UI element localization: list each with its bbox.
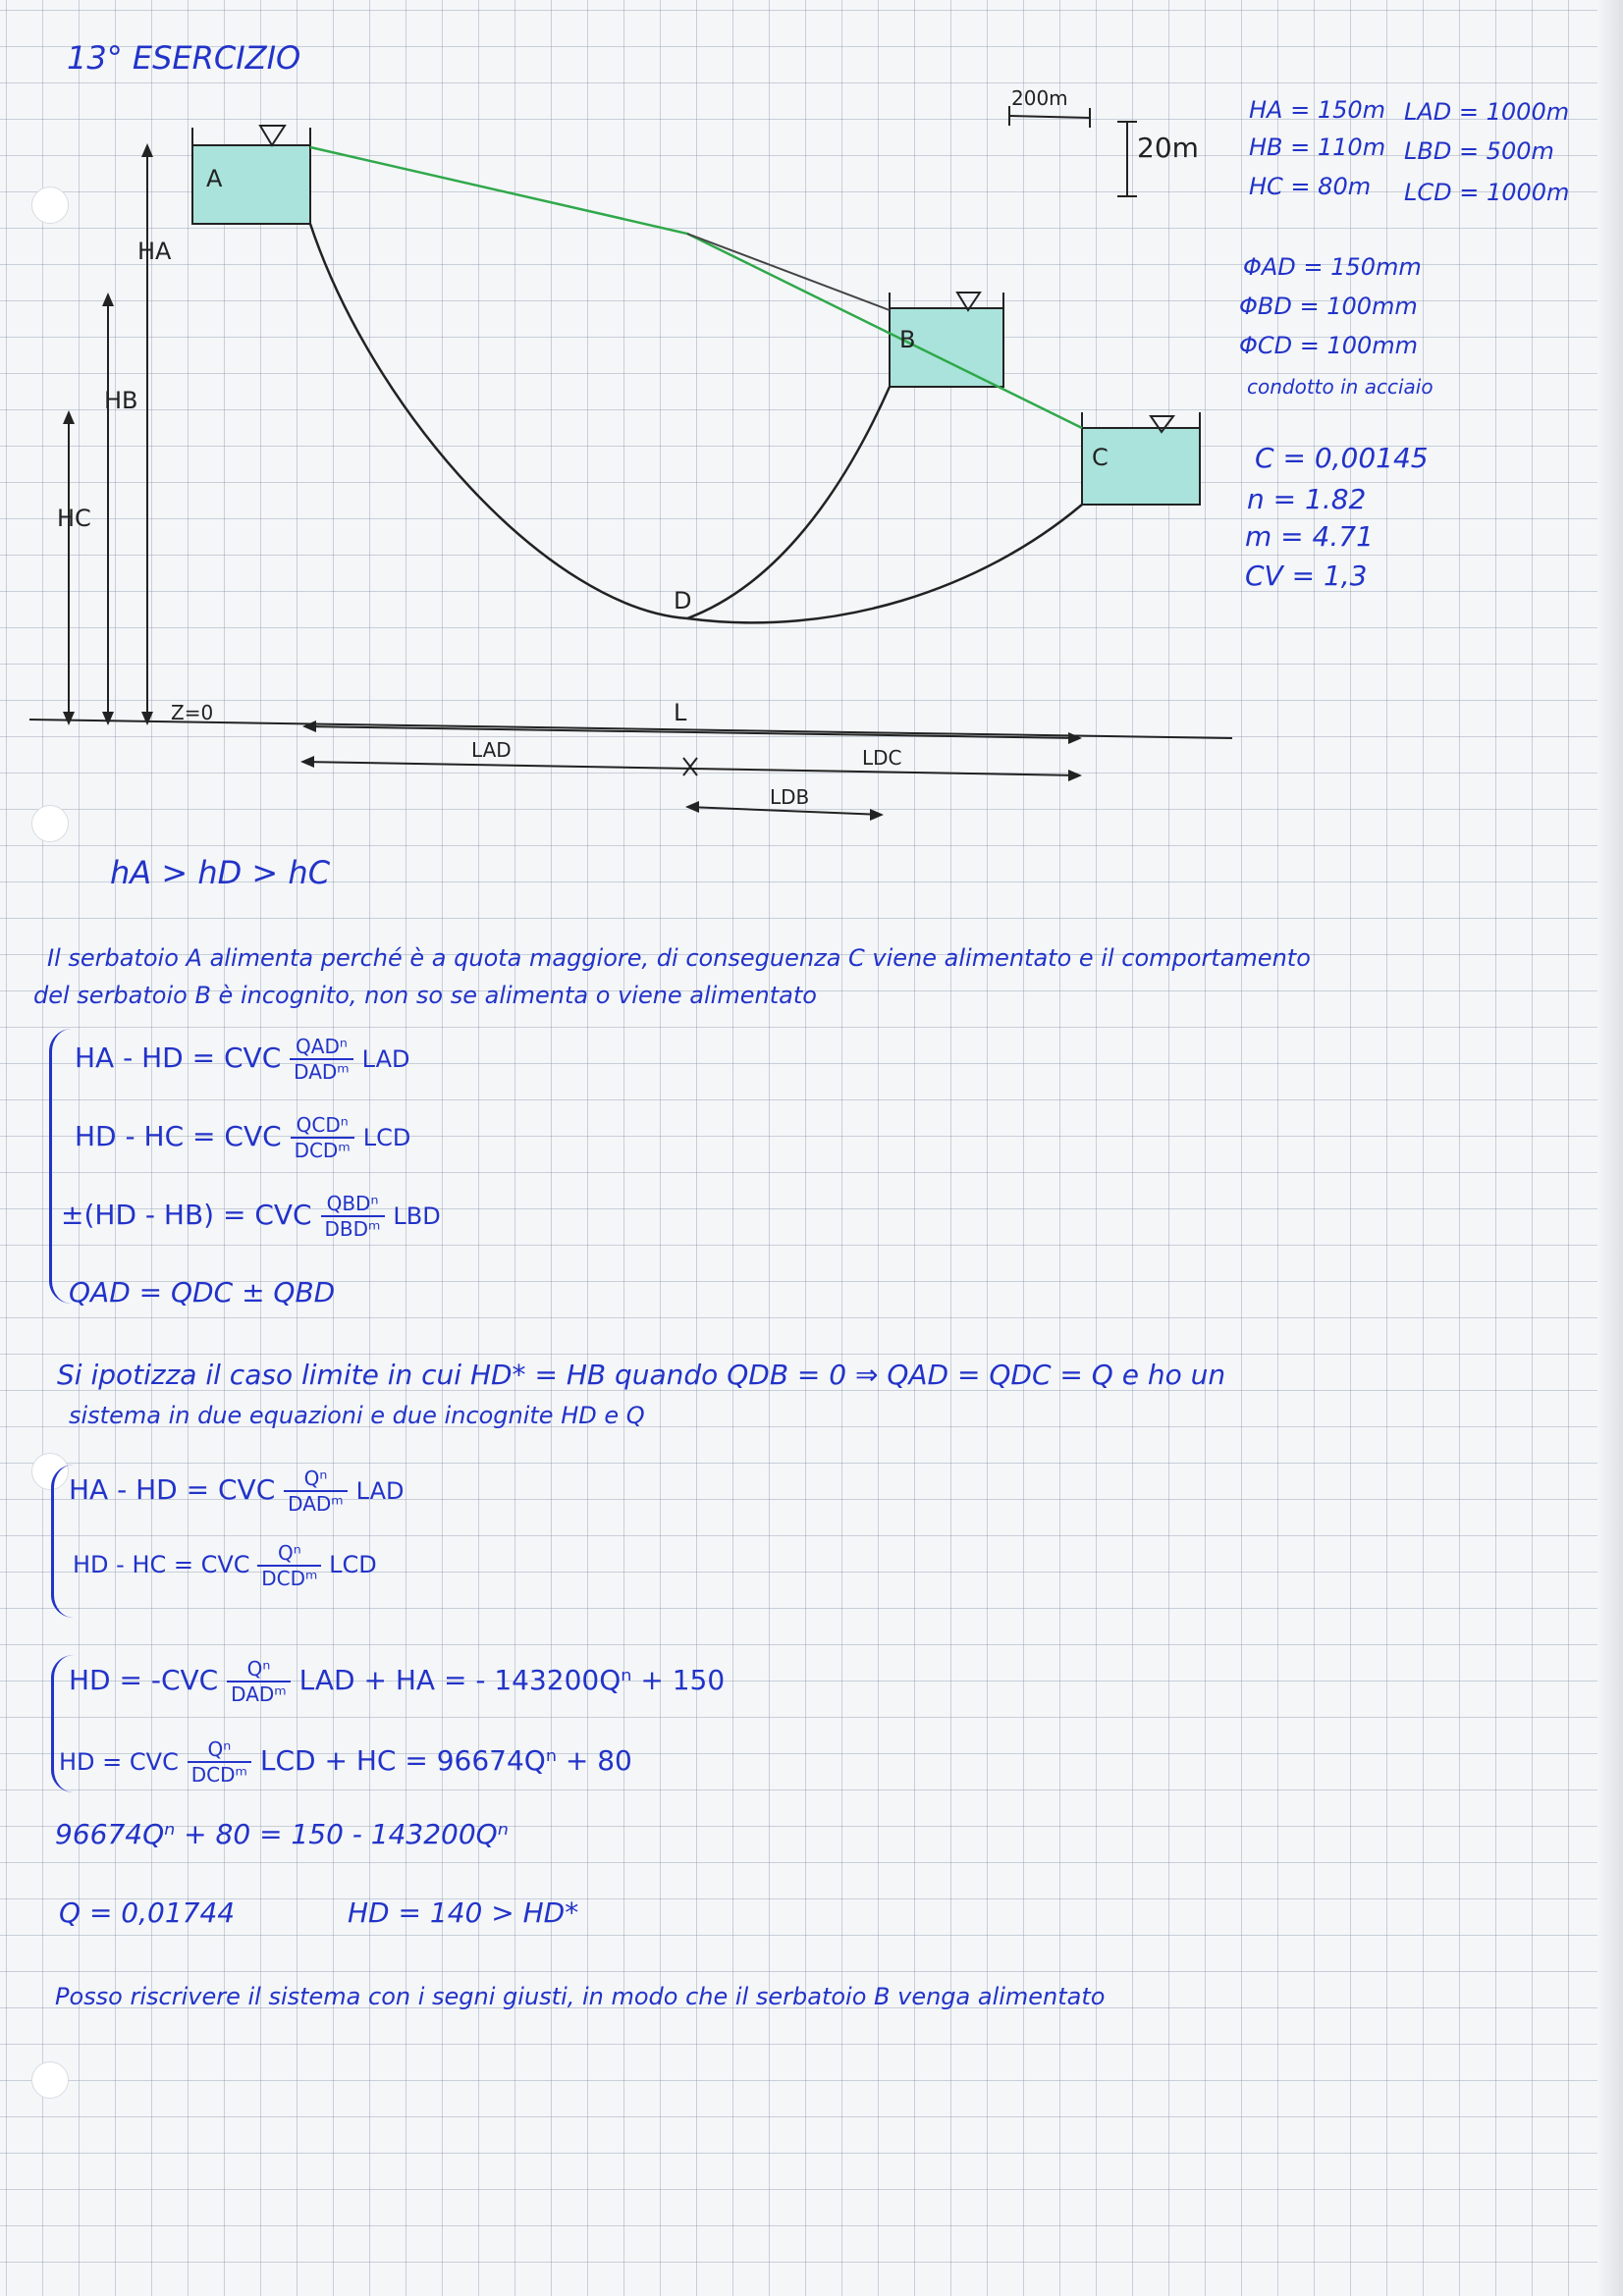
pipe-bd bbox=[687, 387, 890, 618]
final-line: Posso riscrivere il sistema con i segni giusti, in modo che il serbatoio B venga alimentato bbox=[55, 1983, 1106, 2010]
system-1-eq-1: HA - HD = CVC $\frac{\text{QADⁿ}}{\text{DADᵐ}}$ LAD bbox=[75, 1035, 410, 1084]
paragraph-2-line-1: Si ipotizza il caso limite in cui HD* = HB quando QDB = 0 ⇒ QAD = QDC = Q e ho un bbox=[57, 1359, 1226, 1391]
data-phi-ad: ΦAD = 150mm bbox=[1243, 253, 1422, 281]
system-1-eq-3: ±(HD - HB) = CVC $\frac{\text{QBDⁿ}}{\text{DBDᵐ}}$ LBD bbox=[61, 1192, 441, 1241]
system-2-eq-2: HD - HC = CVC $\frac{\text{Qⁿ}}{\text{DCDᵐ}}$ LCD bbox=[73, 1541, 377, 1590]
system-3-eq-1: HD = -CVC $\frac{\text{Qⁿ}}{\text{DADᵐ}}$ LAD + HA = - 143200Qⁿ + 150 bbox=[69, 1657, 726, 1706]
data-phi-bd: ΦBD = 100mm bbox=[1239, 293, 1418, 320]
ldb-label: LDB bbox=[770, 785, 810, 809]
system-1-brace bbox=[49, 1029, 72, 1304]
scale-h-label: 200m bbox=[1011, 86, 1068, 110]
ha-label: HA bbox=[137, 238, 172, 265]
page-title: 13° ESERCIZIO bbox=[67, 39, 301, 77]
data-n: n = 1.82 bbox=[1247, 483, 1367, 515]
water-level-icon bbox=[260, 126, 285, 145]
result-hd: HD = 140 > HD* bbox=[348, 1896, 579, 1929]
scale-horizontal bbox=[1009, 116, 1090, 118]
ldc-label: LDC bbox=[862, 746, 902, 770]
system-2-eq-1: HA - HD = CVC $\frac{\text{Qⁿ}}{\text{DADᵐ}}$ LAD bbox=[69, 1467, 405, 1516]
arrow-l bbox=[304, 726, 1080, 738]
tank-b-label: B bbox=[899, 326, 916, 353]
z0-label: Z=0 bbox=[171, 701, 214, 724]
system-3-eq-2: HD = CVC $\frac{\text{Qⁿ}}{\text{DCDᵐ}}$ LCD + HC = 96674Qⁿ + 80 bbox=[59, 1737, 632, 1787]
hc-label: HC bbox=[57, 505, 91, 532]
result-q: Q = 0,01744 bbox=[59, 1896, 236, 1929]
hb-label: HB bbox=[104, 387, 138, 414]
paragraph-1-line-2: del serbatoio B è incognito, non so se alimenta o viene alimentato bbox=[33, 982, 817, 1009]
pipe-ad bbox=[310, 224, 687, 618]
binder-hole bbox=[31, 2061, 69, 2099]
data-cv: CV = 1,3 bbox=[1245, 560, 1368, 592]
paragraph-1-line-1: Il serbatoio A alimenta perché è a quota maggiore, di conseguenza C viene alimentato e il comportamento bbox=[47, 944, 1311, 972]
data-ha: HA = 150m bbox=[1249, 96, 1386, 124]
inequality: hA > hD > hC bbox=[110, 854, 331, 891]
data-lbd: LBD = 500m bbox=[1404, 137, 1554, 165]
tank-c-label: C bbox=[1092, 444, 1109, 471]
data-lad: LAD = 1000m bbox=[1404, 98, 1570, 126]
data-condotto: condotto in acciaio bbox=[1247, 375, 1434, 399]
l-label: L bbox=[674, 699, 687, 726]
data-hb: HB = 110m bbox=[1249, 133, 1386, 161]
node-d-label: D bbox=[674, 587, 692, 614]
system-1-eq-4: QAD = QDC ± QBD bbox=[69, 1276, 336, 1308]
system-1-eq-2: HD - HC = CVC $\frac{\text{QCDⁿ}}{\text{DCDᵐ}}$ LCD bbox=[75, 1113, 411, 1162]
lad-label: LAD bbox=[471, 738, 512, 762]
data-c: C = 0,00145 bbox=[1255, 442, 1429, 474]
data-m: m = 4.71 bbox=[1245, 520, 1374, 553]
combined-equation: 96674Qⁿ + 80 = 150 - 143200Qⁿ bbox=[55, 1818, 509, 1850]
data-hc: HC = 80m bbox=[1249, 173, 1372, 200]
pipe-cd bbox=[687, 505, 1082, 622]
data-phi-cd: ΦCD = 100mm bbox=[1239, 332, 1419, 359]
paragraph-2-line-2: sistema in due equazioni e due incognite HD e Q bbox=[69, 1402, 645, 1429]
scale-v-label: 20m bbox=[1137, 132, 1199, 164]
tank-a-label: A bbox=[206, 165, 223, 192]
data-lcd: LCD = 1000m bbox=[1404, 179, 1570, 206]
